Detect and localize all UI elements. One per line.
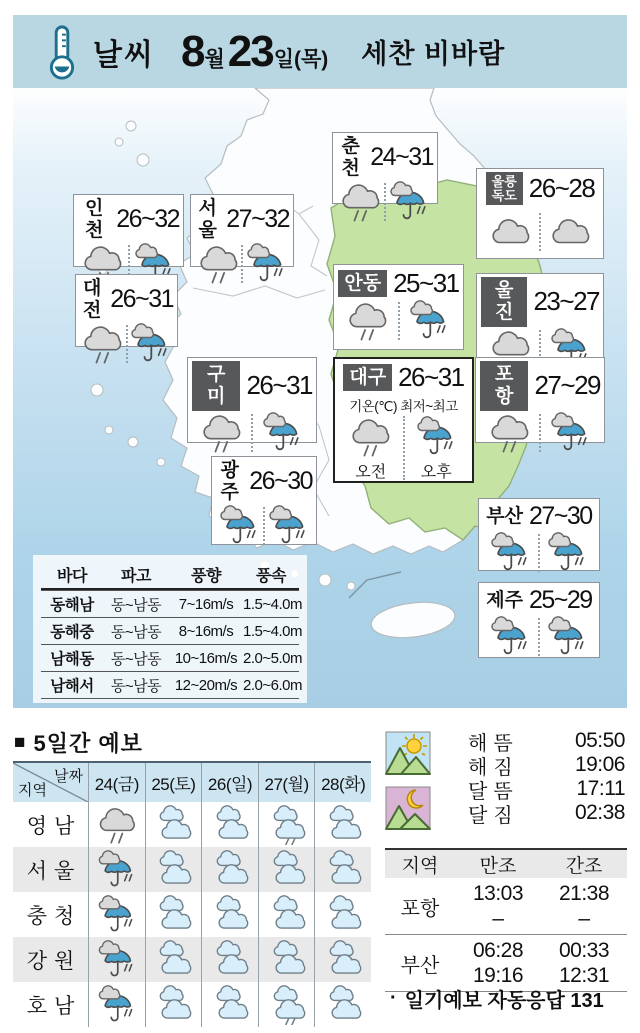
sea-table-row: 동해남 동~남동 7~16m/s 1.5~4.0m: [41, 590, 299, 617]
city-name: 울진: [481, 277, 527, 327]
morning-weather-icon: [488, 211, 533, 253]
corner-date-label: 날짜: [54, 768, 83, 785]
afternoon-weather-icon: [260, 412, 305, 454]
divider: [539, 414, 541, 452]
forecast-weather-icon: [151, 850, 195, 890]
city-name: 구미: [192, 361, 240, 411]
forecast-weather-icon: [151, 940, 195, 980]
city-temp-range: 27~29: [534, 370, 600, 401]
divider: [538, 618, 540, 656]
astro-row: [468, 777, 625, 801]
astro-row: [468, 753, 625, 777]
city-temp-range: 26~28: [528, 173, 595, 204]
astro-value: 02:38: [574, 801, 625, 824]
forecast-weather-icon: [265, 805, 309, 845]
forecast-weather-icon: [321, 940, 365, 980]
note-bullet: ·: [390, 987, 397, 1009]
corner-cell: [13, 763, 88, 802]
morning-weather-icon: [199, 412, 244, 454]
forecast-weather-icon: [95, 940, 139, 980]
morning-weather-icon: [348, 416, 393, 458]
morning-weather-icon: [80, 323, 125, 365]
five-day-row-chungcheong: 충청: [13, 892, 371, 937]
sea-col-header: 풍속: [256, 568, 286, 585]
city-name: 춘천: [341, 136, 360, 179]
forecast-weather-icon: [265, 850, 309, 890]
astro-row: [468, 729, 625, 753]
afternoon-label: 오후: [420, 464, 452, 481]
moonset-icon: [385, 786, 431, 830]
afternoon-weather-icon: [548, 211, 593, 253]
forecast-weather-icon: [321, 895, 365, 935]
five-day-row-gangwon: 강원: [13, 937, 371, 982]
forecast-weather-icon: [151, 805, 195, 845]
city-name: 안동: [338, 270, 387, 298]
sea-boundary-line: [349, 572, 401, 598]
forecast-weather-icon: [95, 985, 139, 1025]
tide-col-header: 만조: [479, 855, 517, 877]
divider: [384, 183, 386, 221]
date-month-suffix: 월: [204, 47, 225, 71]
morning-weather-icon: [338, 181, 383, 223]
sea-table-header: [41, 561, 299, 590]
city-name: 인천: [84, 198, 104, 241]
date-day-suffix: 일(목): [273, 47, 329, 71]
city-weather-box-gumi: [187, 357, 317, 443]
forecast-weather-icon: [321, 985, 365, 1025]
tide-row-busan: 부산 06:28 00:33 19:16 12:31: [385, 935, 627, 992]
day-header: 27(월): [258, 763, 315, 802]
forecast-weather-icon: [265, 985, 309, 1025]
city-temp-range: 26~30: [249, 467, 312, 496]
city-name: 광주: [220, 460, 239, 503]
tide-col-header: 지역: [401, 855, 439, 877]
city-temp-range: 23~27: [533, 286, 599, 317]
city-temp-range: 26~31: [398, 362, 464, 392]
afternoon-weather-icon: [128, 323, 173, 365]
forecast-weather-icon: [321, 850, 365, 890]
afternoon-weather-icon: [545, 532, 590, 574]
corner-region-label: 지역: [18, 782, 47, 799]
temp-scale-label: 기온(℃) 최저~최고: [349, 399, 458, 414]
city-name: 제주: [486, 589, 523, 611]
forecast-weather-icon: [95, 850, 139, 890]
sea-table-row: 남해서 동~남동 12~20m/s 2.0~6.0m: [41, 671, 299, 699]
five-day-section-title: [14, 727, 143, 758]
sun-moon-times: [468, 729, 625, 825]
sea-conditions-table: [33, 555, 307, 703]
divider: [539, 213, 541, 251]
afternoon-weather-icon: [407, 300, 452, 342]
five-day-row-yeongnam: 영남: [13, 802, 371, 847]
weather-headline: 세찬 비바람: [361, 39, 506, 69]
forecast-weather-icon: [95, 805, 139, 845]
sea-col-header: 바다: [57, 568, 87, 585]
date: [181, 27, 331, 77]
city-weather-box-daejeon: [75, 274, 178, 347]
city-temp-range: 25~31: [393, 268, 459, 298]
sunrise-icon: [385, 731, 431, 775]
sea-col-header: 파고: [121, 568, 151, 585]
astro-value: 17:11: [576, 777, 625, 800]
city-temp-range: 25~29: [529, 586, 592, 614]
divider: [251, 414, 253, 452]
city-weather-box-gwangju: [211, 456, 317, 545]
city-temp-range: 24~31: [370, 143, 433, 172]
day-header: 25(토): [145, 763, 202, 802]
city-weather-box-andong: [333, 264, 464, 350]
forecast-weather-icon: [208, 850, 252, 890]
korea-weather-map: [13, 88, 627, 708]
morning-weather-icon: [217, 505, 262, 547]
page-title: 날씨: [93, 38, 155, 72]
afternoon-weather-icon: [545, 616, 590, 658]
city-name: 울릉 독도: [486, 172, 523, 205]
five-day-row-honam: 호남: [13, 982, 371, 1027]
day-header: 26(일): [201, 763, 258, 802]
sea-table-row: 남해동 동~남동 10~16m/s 2.0~5.0m: [41, 644, 299, 671]
forecast-weather-icon: [208, 895, 252, 935]
astro-label: 해뜸: [468, 732, 519, 755]
page-header: [13, 15, 627, 88]
astro-row: [468, 801, 625, 825]
sea-col-header: 풍향: [191, 568, 221, 585]
city-temp-range: 27~30: [529, 502, 592, 530]
date-month: 8: [180, 26, 204, 76]
afternoon-weather-icon: [414, 416, 459, 458]
city-name: 대전: [82, 278, 102, 321]
afternoon-weather-icon: [387, 181, 432, 223]
astro-value: 05:50: [574, 729, 625, 752]
divider: [398, 302, 400, 340]
day-header: 24(금): [88, 763, 145, 802]
five-day-forecast-table: [13, 761, 371, 1027]
forecast-weather-icon: [151, 895, 195, 935]
forecast-weather-icon: [265, 895, 309, 935]
city-name: 부산: [486, 505, 523, 527]
forecast-weather-icon: [208, 805, 252, 845]
morning-weather-icon: [196, 243, 241, 285]
forecast-weather-icon: [208, 985, 252, 1025]
city-weather-box-jeju: [478, 582, 600, 658]
morning-weather-icon: [487, 412, 532, 454]
thermometer-icon: [43, 23, 81, 81]
tide-table-header: [385, 848, 627, 878]
astro-label: 해짐: [468, 756, 519, 779]
astro-value: 19:06: [574, 753, 625, 776]
city-temp-range: 26~31: [110, 285, 173, 314]
forecast-weather-icon: [208, 940, 252, 980]
five-day-header-row: [13, 763, 371, 802]
city-temp-range: 26~31: [246, 370, 312, 401]
section-title-text: 5일간 예보: [33, 731, 143, 756]
city-name: 서울: [198, 198, 217, 241]
tide-row-pohang: 포항 13:03 21:38 – –: [385, 878, 627, 935]
city-weather-box-incheon: [73, 194, 184, 267]
afternoon-weather-icon: [548, 412, 593, 454]
sea-table-row: 동해중 동~남동 8~16m/s 1.5~4.0m: [41, 617, 299, 644]
astro-label: 달짐: [468, 804, 519, 827]
afternoon-weather-icon: [244, 243, 289, 285]
city-temp-range: 26~32: [116, 205, 179, 234]
city-weather-box-seoul: [190, 194, 294, 267]
note-text: 일기예보 자동응답 131: [404, 990, 604, 1012]
city-weather-box-chuncheon: [332, 132, 438, 204]
morning-weather-icon: [488, 616, 533, 658]
divider: [403, 416, 405, 480]
city-weather-box-pohang: [475, 357, 605, 443]
section-bullet: ■: [14, 731, 27, 753]
afternoon-weather-icon: [266, 505, 311, 547]
city-name: 대구: [343, 364, 392, 392]
morning-weather-icon: [488, 532, 533, 574]
divider: [538, 534, 540, 572]
jeju-island: [369, 598, 457, 642]
forecast-weather-icon: [321, 805, 365, 845]
morning-weather-icon: [345, 300, 390, 342]
legend-city-box-daegu: [333, 357, 474, 483]
tide-col-header: 간조: [565, 855, 603, 877]
city-name: 포항: [480, 361, 528, 411]
astro-label: 달뜸: [468, 780, 519, 803]
auto-answer-note: [390, 984, 604, 1013]
city-weather-box-busan: [478, 498, 600, 571]
forecast-weather-icon: [151, 985, 195, 1025]
morning-label: 오전: [355, 464, 387, 481]
tide-table: [385, 848, 627, 992]
city-weather-box-uljin: [476, 273, 604, 359]
date-day: 23: [227, 26, 273, 76]
forecast-weather-icon: [95, 895, 139, 935]
forecast-weather-icon: [265, 940, 309, 980]
divider: [263, 507, 265, 545]
day-header: 28(화): [314, 763, 371, 802]
city-temp-range: 27~32: [226, 205, 289, 234]
city-weather-box-ulleung-dokdo: [476, 168, 604, 259]
five-day-row-seoul: 서울: [13, 847, 371, 892]
